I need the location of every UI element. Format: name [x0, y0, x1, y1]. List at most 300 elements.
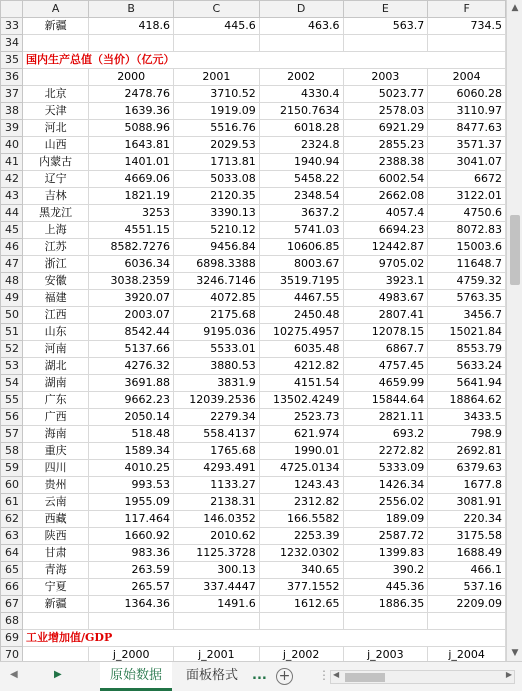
- table-row: [1, 86, 506, 103]
- scroll-down-arrow-icon[interactable]: ▼: [511, 648, 519, 658]
- region-cell[interactable]: 吉林: [23, 188, 89, 205]
- cell[interactable]: [428, 613, 506, 630]
- region-cell[interactable]: 广东: [23, 392, 89, 409]
- value-cell[interactable]: 3081.91: [428, 494, 506, 511]
- more-tabs-button[interactable]: ...: [252, 668, 267, 683]
- column-header-a[interactable]: A: [23, 1, 89, 18]
- value-cell[interactable]: 6921.29: [343, 120, 428, 137]
- column-header-d[interactable]: D: [259, 1, 343, 18]
- value-cell[interactable]: 463.6: [259, 18, 343, 35]
- row-header[interactable]: 58: [1, 443, 23, 460]
- value-cell[interactable]: 1426.34: [343, 477, 428, 494]
- region-cell[interactable]: 山东: [23, 324, 89, 341]
- value-cell[interactable]: 2523.73: [259, 409, 343, 426]
- value-cell[interactable]: 2003.07: [89, 307, 174, 324]
- value-cell[interactable]: 1821.19: [89, 188, 174, 205]
- row-header[interactable]: 45: [1, 222, 23, 239]
- value-cell[interactable]: 1589.34: [89, 443, 174, 460]
- region-cell[interactable]: 云南: [23, 494, 89, 511]
- row-header[interactable]: 52: [1, 341, 23, 358]
- value-cell[interactable]: 1401.01: [89, 154, 174, 171]
- row-header[interactable]: 36: [1, 69, 23, 86]
- value-cell[interactable]: 4757.45: [343, 358, 428, 375]
- tab-scroll-left-icon[interactable]: ◀: [10, 669, 18, 680]
- value-cell[interactable]: 5088.96: [89, 120, 174, 137]
- vertical-scroll-thumb[interactable]: [510, 215, 520, 285]
- value-cell[interactable]: 2138.31: [174, 494, 260, 511]
- value-cell[interactable]: 10275.4957: [259, 324, 343, 341]
- region-cell[interactable]: 福建: [23, 290, 89, 307]
- value-cell[interactable]: 8072.83: [428, 222, 506, 239]
- value-cell[interactable]: 798.9: [428, 426, 506, 443]
- value-cell[interactable]: 3880.53: [174, 358, 260, 375]
- year-header-cell[interactable]: 2003: [343, 69, 428, 86]
- row-header[interactable]: 57: [1, 426, 23, 443]
- value-cell[interactable]: 15003.6: [428, 239, 506, 256]
- region-cell[interactable]: 河南: [23, 341, 89, 358]
- value-cell[interactable]: 537.16: [428, 579, 506, 596]
- region-cell[interactable]: 陕西: [23, 528, 89, 545]
- value-cell[interactable]: 4072.85: [174, 290, 260, 307]
- value-cell[interactable]: 3433.5: [428, 409, 506, 426]
- value-cell[interactable]: 2050.14: [89, 409, 174, 426]
- region-cell[interactable]: 新疆: [23, 18, 89, 35]
- row-header[interactable]: 54: [1, 375, 23, 392]
- value-cell[interactable]: 5741.03: [259, 222, 343, 239]
- region-cell[interactable]: 海南: [23, 426, 89, 443]
- region-cell[interactable]: 宁夏: [23, 579, 89, 596]
- value-cell[interactable]: 5458.22: [259, 171, 343, 188]
- value-cell[interactable]: 5333.09: [343, 460, 428, 477]
- value-cell[interactable]: 466.1: [428, 562, 506, 579]
- value-cell[interactable]: 9195.036: [174, 324, 260, 341]
- value-cell[interactable]: 2662.08: [343, 188, 428, 205]
- row-header[interactable]: 68: [1, 613, 23, 630]
- value-cell[interactable]: 2324.8: [259, 137, 343, 154]
- add-sheet-button[interactable]: +: [276, 668, 293, 685]
- value-cell[interactable]: 418.6: [89, 18, 174, 35]
- horizontal-scroll-thumb[interactable]: [345, 673, 385, 682]
- value-cell[interactable]: 1940.94: [259, 154, 343, 171]
- value-cell[interactable]: 10606.85: [259, 239, 343, 256]
- sheet-tab-bar: [0, 661, 522, 691]
- table-row: [1, 205, 506, 222]
- value-cell[interactable]: 8553.79: [428, 341, 506, 358]
- region-cell[interactable]: 江苏: [23, 239, 89, 256]
- row-header[interactable]: 47: [1, 256, 23, 273]
- cell[interactable]: [343, 35, 428, 52]
- region-cell[interactable]: 贵州: [23, 477, 89, 494]
- value-cell[interactable]: 3038.2359: [89, 273, 174, 290]
- table-row: [1, 392, 506, 409]
- value-cell[interactable]: 5023.77: [343, 86, 428, 103]
- value-cell[interactable]: 6867.7: [343, 341, 428, 358]
- value-cell[interactable]: 1919.09: [174, 103, 260, 120]
- row-header[interactable]: 38: [1, 103, 23, 120]
- value-cell[interactable]: 9456.84: [174, 239, 260, 256]
- table-row: [1, 171, 506, 188]
- year-header-cell[interactable]: j_2003: [343, 647, 428, 662]
- value-cell[interactable]: 337.4447: [174, 579, 260, 596]
- scroll-left-arrow-icon[interactable]: ◀: [333, 670, 340, 679]
- cell[interactable]: [23, 35, 89, 52]
- row-header[interactable]: 67: [1, 596, 23, 613]
- value-cell[interactable]: 5033.08: [174, 171, 260, 188]
- table-row: [1, 188, 506, 205]
- value-cell[interactable]: 166.5582: [259, 511, 343, 528]
- value-cell[interactable]: 2010.62: [174, 528, 260, 545]
- value-cell[interactable]: 2855.23: [343, 137, 428, 154]
- tab-scroll-right-icon[interactable]: ▶: [54, 669, 62, 680]
- value-cell[interactable]: 3175.58: [428, 528, 506, 545]
- table-row: [1, 375, 506, 392]
- value-cell[interactable]: 146.0352: [174, 511, 260, 528]
- row-header[interactable]: 51: [1, 324, 23, 341]
- value-cell[interactable]: 4212.82: [259, 358, 343, 375]
- row-header[interactable]: 39: [1, 120, 23, 137]
- value-cell[interactable]: 5641.94: [428, 375, 506, 392]
- row-header[interactable]: 64: [1, 545, 23, 562]
- region-cell[interactable]: 甘肃: [23, 545, 89, 562]
- tab-split-handle[interactable]: ⋮: [318, 668, 330, 682]
- row-header[interactable]: 44: [1, 205, 23, 222]
- value-cell[interactable]: 1660.92: [89, 528, 174, 545]
- value-cell[interactable]: 4276.32: [89, 358, 174, 375]
- tab-panel-format[interactable]: 面板格式: [186, 668, 239, 683]
- cell[interactable]: [174, 613, 260, 630]
- value-cell[interactable]: 12442.87: [343, 239, 428, 256]
- value-cell[interactable]: 8542.44: [89, 324, 174, 341]
- value-cell[interactable]: 263.59: [89, 562, 174, 579]
- region-cell[interactable]: 山西: [23, 137, 89, 154]
- row-header[interactable]: 61: [1, 494, 23, 511]
- value-cell[interactable]: 3831.9: [174, 375, 260, 392]
- row-header[interactable]: 43: [1, 188, 23, 205]
- value-cell[interactable]: 2150.7634: [259, 103, 343, 120]
- table-row: [1, 460, 506, 477]
- row-header[interactable]: 60: [1, 477, 23, 494]
- value-cell[interactable]: 1677.8: [428, 477, 506, 494]
- value-cell[interactable]: 12039.2536: [174, 392, 260, 409]
- value-cell[interactable]: 1765.68: [174, 443, 260, 460]
- value-cell[interactable]: 1643.81: [89, 137, 174, 154]
- horizontal-scrollbar[interactable]: [330, 670, 515, 684]
- value-cell[interactable]: 2272.82: [343, 443, 428, 460]
- value-cell[interactable]: 12078.15: [343, 324, 428, 341]
- value-cell[interactable]: 1639.36: [89, 103, 174, 120]
- region-cell[interactable]: 北京: [23, 86, 89, 103]
- region-cell[interactable]: 内蒙古: [23, 154, 89, 171]
- row-header[interactable]: 70: [1, 647, 23, 662]
- value-cell[interactable]: 4010.25: [89, 460, 174, 477]
- value-cell[interactable]: 4467.55: [259, 290, 343, 307]
- year-header-cell[interactable]: 2002: [259, 69, 343, 86]
- tab-raw-data[interactable]: 原始数据: [100, 662, 172, 691]
- value-cell[interactable]: 1955.09: [89, 494, 174, 511]
- value-cell[interactable]: 1133.27: [174, 477, 260, 494]
- table-row: [1, 443, 506, 460]
- value-cell[interactable]: 8477.63: [428, 120, 506, 137]
- row-header[interactable]: 55: [1, 392, 23, 409]
- region-cell[interactable]: 四川: [23, 460, 89, 477]
- cell[interactable]: [259, 35, 343, 52]
- row-header[interactable]: 56: [1, 409, 23, 426]
- value-cell[interactable]: 1886.35: [343, 596, 428, 613]
- value-cell[interactable]: 8003.67: [259, 256, 343, 273]
- value-cell[interactable]: 2556.02: [343, 494, 428, 511]
- cell[interactable]: [428, 35, 506, 52]
- value-cell[interactable]: 6694.23: [343, 222, 428, 239]
- region-cell[interactable]: 河北: [23, 120, 89, 137]
- region-cell[interactable]: 黑龙江: [23, 205, 89, 222]
- value-cell[interactable]: 1688.49: [428, 545, 506, 562]
- value-cell[interactable]: 1399.83: [343, 545, 428, 562]
- table-row: [1, 630, 506, 647]
- value-cell[interactable]: 1990.01: [259, 443, 343, 460]
- region-cell[interactable]: 西藏: [23, 511, 89, 528]
- scroll-right-arrow-icon[interactable]: ▶: [505, 670, 512, 679]
- value-cell[interactable]: 2692.81: [428, 443, 506, 460]
- row-header[interactable]: 59: [1, 460, 23, 477]
- value-cell[interactable]: 734.5: [428, 18, 506, 35]
- value-cell[interactable]: 6898.3388: [174, 256, 260, 273]
- value-cell[interactable]: 1125.3728: [174, 545, 260, 562]
- value-cell[interactable]: 3637.2: [259, 205, 343, 222]
- value-cell[interactable]: 1612.65: [259, 596, 343, 613]
- value-cell[interactable]: 8582.7276: [89, 239, 174, 256]
- value-cell[interactable]: 983.36: [89, 545, 174, 562]
- value-cell[interactable]: 4669.06: [89, 171, 174, 188]
- table-row: [1, 647, 506, 662]
- value-cell[interactable]: 4330.4: [259, 86, 343, 103]
- region-cell[interactable]: 天津: [23, 103, 89, 120]
- value-cell[interactable]: 189.09: [343, 511, 428, 528]
- column-header-c[interactable]: C: [174, 1, 260, 18]
- region-cell[interactable]: 上海: [23, 222, 89, 239]
- value-cell[interactable]: 621.974: [259, 426, 343, 443]
- region-cell[interactable]: [23, 69, 89, 86]
- value-cell[interactable]: 2120.35: [174, 188, 260, 205]
- row-header[interactable]: 63: [1, 528, 23, 545]
- region-cell[interactable]: 江西: [23, 307, 89, 324]
- value-cell[interactable]: 2312.82: [259, 494, 343, 511]
- year-header-cell[interactable]: j_2001: [174, 647, 260, 662]
- value-cell[interactable]: 3519.7195: [259, 273, 343, 290]
- value-cell[interactable]: 2253.39: [259, 528, 343, 545]
- value-cell[interactable]: 4551.15: [89, 222, 174, 239]
- value-cell[interactable]: 3923.1: [343, 273, 428, 290]
- value-cell[interactable]: 558.4137: [174, 426, 260, 443]
- column-header-b[interactable]: B: [89, 1, 174, 18]
- value-cell[interactable]: 1243.43: [259, 477, 343, 494]
- row-header[interactable]: 65: [1, 562, 23, 579]
- value-cell[interactable]: 5763.35: [428, 290, 506, 307]
- cell[interactable]: [259, 613, 343, 630]
- select-all-corner[interactable]: [1, 1, 23, 18]
- value-cell[interactable]: 3122.01: [428, 188, 506, 205]
- value-cell[interactable]: 2821.11: [343, 409, 428, 426]
- year-header-cell[interactable]: 2001: [174, 69, 260, 86]
- value-cell[interactable]: 18864.62: [428, 392, 506, 409]
- value-cell[interactable]: 2578.03: [343, 103, 428, 120]
- row-header[interactable]: 35: [1, 52, 23, 69]
- row-header[interactable]: 41: [1, 154, 23, 171]
- row-header[interactable]: 69: [1, 630, 23, 647]
- value-cell[interactable]: 4759.32: [428, 273, 506, 290]
- cell[interactable]: [23, 613, 89, 630]
- value-cell[interactable]: 4983.67: [343, 290, 428, 307]
- value-cell[interactable]: 1232.0302: [259, 545, 343, 562]
- value-cell[interactable]: 2807.41: [343, 307, 428, 324]
- value-cell[interactable]: 6672: [428, 171, 506, 188]
- value-cell[interactable]: 2029.53: [174, 137, 260, 154]
- column-header-e[interactable]: E: [343, 1, 428, 18]
- region-cell[interactable]: 重庆: [23, 443, 89, 460]
- row-header[interactable]: 33: [1, 18, 23, 35]
- value-cell[interactable]: 3691.88: [89, 375, 174, 392]
- row-header[interactable]: 40: [1, 137, 23, 154]
- table-row: [1, 511, 506, 528]
- value-cell[interactable]: 3110.97: [428, 103, 506, 120]
- year-header-cell[interactable]: 2000: [89, 69, 174, 86]
- value-cell[interactable]: 2348.54: [259, 188, 343, 205]
- value-cell[interactable]: 993.53: [89, 477, 174, 494]
- section-title[interactable]: 国内生产总值（当价）（亿元）: [23, 52, 506, 69]
- section-title[interactable]: 工业增加值/GDP: [23, 630, 506, 647]
- value-cell[interactable]: 2388.38: [343, 154, 428, 171]
- region-cell[interactable]: 青海: [23, 562, 89, 579]
- value-cell[interactable]: 265.57: [89, 579, 174, 596]
- table-row: [1, 307, 506, 324]
- value-cell[interactable]: 15844.64: [343, 392, 428, 409]
- region-cell[interactable]: [23, 647, 89, 662]
- value-cell[interactable]: 2209.09: [428, 596, 506, 613]
- value-cell[interactable]: 220.34: [428, 511, 506, 528]
- value-cell[interactable]: 445.6: [174, 18, 260, 35]
- value-cell[interactable]: 1364.36: [89, 596, 174, 613]
- value-cell[interactable]: 2587.72: [343, 528, 428, 545]
- value-cell[interactable]: 9662.23: [89, 392, 174, 409]
- value-cell[interactable]: 3571.37: [428, 137, 506, 154]
- value-cell[interactable]: 4750.6: [428, 205, 506, 222]
- value-cell[interactable]: 5137.66: [89, 341, 174, 358]
- table-row: [1, 69, 506, 86]
- value-cell[interactable]: 15021.84: [428, 324, 506, 341]
- table-row: [1, 239, 506, 256]
- value-cell[interactable]: 1491.6: [174, 596, 260, 613]
- cell[interactable]: [174, 35, 260, 52]
- value-cell[interactable]: 445.36: [343, 579, 428, 596]
- value-cell[interactable]: 4725.0134: [259, 460, 343, 477]
- value-cell[interactable]: 518.48: [89, 426, 174, 443]
- scroll-up-arrow-icon[interactable]: ▲: [511, 3, 519, 13]
- value-cell[interactable]: 117.464: [89, 511, 174, 528]
- value-cell[interactable]: 563.7: [343, 18, 428, 35]
- value-cell[interactable]: 9705.02: [343, 256, 428, 273]
- value-cell[interactable]: 6002.54: [343, 171, 428, 188]
- region-cell[interactable]: 广西: [23, 409, 89, 426]
- row-header[interactable]: 48: [1, 273, 23, 290]
- table-row: [1, 273, 506, 290]
- row-header[interactable]: 66: [1, 579, 23, 596]
- value-cell[interactable]: 3920.07: [89, 290, 174, 307]
- row-header[interactable]: 49: [1, 290, 23, 307]
- vertical-scrollbar[interactable]: [506, 0, 522, 661]
- value-cell[interactable]: 5516.76: [174, 120, 260, 137]
- row-header[interactable]: 62: [1, 511, 23, 528]
- table-row: [1, 103, 506, 120]
- value-cell[interactable]: 3456.7: [428, 307, 506, 324]
- table-row: [1, 290, 506, 307]
- value-cell[interactable]: 693.2: [343, 426, 428, 443]
- column-header-f[interactable]: F: [428, 1, 506, 18]
- value-cell[interactable]: 377.1552: [259, 579, 343, 596]
- cell[interactable]: [89, 35, 174, 52]
- value-cell[interactable]: 3390.13: [174, 205, 260, 222]
- year-header-cell[interactable]: 2004: [428, 69, 506, 86]
- value-cell[interactable]: 340.65: [259, 562, 343, 579]
- year-header-cell[interactable]: j_2002: [259, 647, 343, 662]
- value-cell[interactable]: 11648.7: [428, 256, 506, 273]
- region-cell[interactable]: 湖北: [23, 358, 89, 375]
- value-cell[interactable]: 6060.28: [428, 86, 506, 103]
- value-cell[interactable]: 6035.48: [259, 341, 343, 358]
- year-header-cell[interactable]: j_2004: [428, 647, 506, 662]
- table-row: [1, 409, 506, 426]
- row-header[interactable]: 50: [1, 307, 23, 324]
- value-cell[interactable]: 1713.81: [174, 154, 260, 171]
- value-cell[interactable]: 4293.491: [174, 460, 260, 477]
- value-cell[interactable]: 5210.12: [174, 222, 260, 239]
- value-cell[interactable]: 2279.34: [174, 409, 260, 426]
- row-header[interactable]: 53: [1, 358, 23, 375]
- value-cell[interactable]: 6036.34: [89, 256, 174, 273]
- value-cell[interactable]: 4659.99: [343, 375, 428, 392]
- value-cell[interactable]: 6379.63: [428, 460, 506, 477]
- region-cell[interactable]: 湖南: [23, 375, 89, 392]
- row-header[interactable]: 34: [1, 35, 23, 52]
- value-cell[interactable]: 3710.52: [174, 86, 260, 103]
- value-cell[interactable]: 13502.4249: [259, 392, 343, 409]
- value-cell[interactable]: 4151.54: [259, 375, 343, 392]
- table-row: [1, 18, 506, 35]
- value-cell[interactable]: 3246.7146: [174, 273, 260, 290]
- row-header[interactable]: 46: [1, 239, 23, 256]
- region-cell[interactable]: 辽宁: [23, 171, 89, 188]
- value-cell[interactable]: 390.2: [343, 562, 428, 579]
- value-cell[interactable]: 2478.76: [89, 86, 174, 103]
- value-cell[interactable]: 5533.01: [174, 341, 260, 358]
- value-cell[interactable]: 3253: [89, 205, 174, 222]
- value-cell[interactable]: 2175.68: [174, 307, 260, 324]
- region-cell[interactable]: 安徽: [23, 273, 89, 290]
- value-cell[interactable]: 3041.07: [428, 154, 506, 171]
- region-cell[interactable]: 新疆: [23, 596, 89, 613]
- row-header[interactable]: 37: [1, 86, 23, 103]
- region-cell[interactable]: 浙江: [23, 256, 89, 273]
- value-cell[interactable]: 5633.24: [428, 358, 506, 375]
- value-cell[interactable]: 2450.48: [259, 307, 343, 324]
- value-cell[interactable]: 4057.4: [343, 205, 428, 222]
- table-row: [1, 596, 506, 613]
- cell[interactable]: [343, 613, 428, 630]
- cell[interactable]: [89, 613, 174, 630]
- row-header[interactable]: 42: [1, 171, 23, 188]
- value-cell[interactable]: 300.13: [174, 562, 260, 579]
- value-cell[interactable]: 6018.28: [259, 120, 343, 137]
- table-row: [1, 477, 506, 494]
- year-header-cell[interactable]: j_2000: [89, 647, 174, 662]
